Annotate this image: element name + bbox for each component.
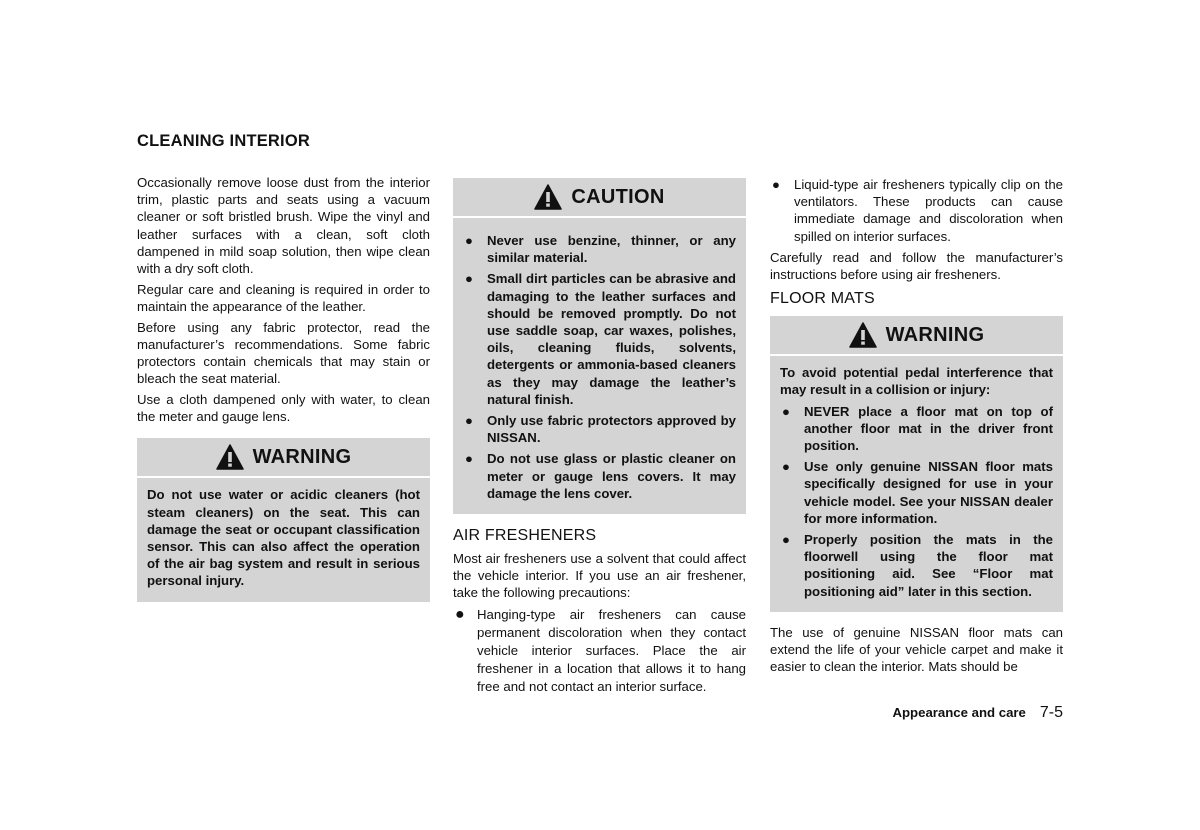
caution-item: ● Never use benzine, thinner, or any similar material. bbox=[465, 233, 736, 266]
warning-item: ● NEVER place a floor mat on top of another floor mat in the driver front position. bbox=[782, 403, 1053, 454]
column-1 bbox=[137, 130, 430, 602]
warning-label: WARNING bbox=[252, 445, 352, 468]
subheading-air-fresheners: AIR FRESHENERS bbox=[453, 527, 597, 545]
freshener-list-cont bbox=[770, 176, 1063, 245]
warning-label: WARNING bbox=[885, 323, 985, 346]
paragraph: Use a cloth dampened only with water, to clean the meter and gauge lens. bbox=[137, 391, 430, 425]
paragraph: Before using any fabric protector, read the manufacturer’s recommendations. Some fabric protectors contain chemicals that may stain or bleach the seat material. bbox=[137, 319, 430, 387]
warning-intro: To avoid potential pedal interference that may result in a collision or injury: bbox=[780, 365, 1053, 398]
caution-triangle-icon bbox=[534, 184, 562, 210]
paragraph: Occasionally remove loose dust from the interior trim, plastic parts and seats using a vacuum cleaner or soft bristled brush. Wipe the vinyl and leather surfaces with a clean, soft cloth dampened in mild soap solution, then wipe clean with a dry soft cloth. bbox=[137, 175, 430, 277]
warning-box bbox=[137, 438, 430, 601]
caution-label: CAUTION bbox=[571, 185, 665, 208]
column-2 bbox=[453, 178, 746, 700]
warning-list bbox=[780, 403, 1053, 600]
paragraph: The use of genuine NISSAN floor mats can extend the life of your vehicle carpet and make it easier to clean the interior. Mats should be bbox=[770, 624, 1063, 675]
warning-body bbox=[137, 478, 430, 601]
list-item: ● Liquid-type air fresheners typically clip on the ventilators. These products can cause immediate damage and discoloration when spilled on interior surfaces. bbox=[772, 177, 1063, 244]
warning-triangle-icon bbox=[849, 322, 877, 348]
column-3 bbox=[770, 176, 1063, 679]
warning-item: ● Properly position the mats in the floorwell using the floor mat positioning aid. See “Floor mat positioning aid” later in this section. bbox=[782, 532, 1053, 599]
caution-body bbox=[453, 218, 746, 514]
footer-section-name: Appearance and care bbox=[892, 705, 1026, 720]
paragraph: Carefully read and follow the manufacturer’s instructions before using air fresheners. bbox=[770, 249, 1063, 283]
page-number: 7-5 bbox=[1039, 704, 1063, 721]
paragraph: Most air fresheners use a solvent that could affect the vehicle interior. If you use an air freshener, take the following precautions: bbox=[453, 551, 746, 601]
section-title: CLEANING INTERIOR bbox=[137, 132, 310, 150]
freshener-list bbox=[453, 606, 746, 696]
warning-box bbox=[770, 316, 1063, 612]
warning-header bbox=[137, 438, 430, 478]
warning-header bbox=[770, 316, 1063, 356]
page-footer bbox=[892, 704, 1063, 722]
caution-item: ● Only use fabric protectors approved by NISSAN. bbox=[465, 413, 736, 446]
list-item: ● Hanging-type air fresheners can cause permanent discoloration when they contact vehicle interior surfaces. Place the air freshener in a location that allows it to hang free and not contact an interior surface. bbox=[455, 605, 746, 694]
warning-body bbox=[770, 356, 1063, 612]
caution-item: ● Small dirt particles can be abrasive and damaging to the leather surfaces and should be removed promptly. Do not use saddle soap, car waxes, polishes, oils, cleaning fluids, solvents, detergents or ammonia-based cleaners as they may damage the leather’s natural finish. bbox=[465, 271, 736, 407]
warning-item: ● Use only genuine NISSAN floor mats specifically designed for use in your vehicle model. See your NISSAN dealer for more information. bbox=[782, 459, 1053, 526]
caution-box bbox=[453, 178, 746, 514]
subheading-floor-mats: FLOOR MATS bbox=[770, 290, 875, 308]
caution-header bbox=[453, 178, 746, 218]
warning-text: Do not use water or acidic cleaners (hot steam cleaners) on the seat. This can damage the seat or occupant classification sensor. This can also affect the operation of the air bag system and result in serious personal injury. bbox=[147, 487, 420, 589]
caution-item: ● Do not use glass or plastic cleaner on meter or gauge lens covers. It may damage the lens cover. bbox=[465, 451, 736, 501]
caution-list bbox=[463, 232, 736, 502]
paragraph: Regular care and cleaning is required in order to maintain the appearance of the leather. bbox=[137, 281, 430, 314]
warning-triangle-icon bbox=[216, 444, 244, 470]
